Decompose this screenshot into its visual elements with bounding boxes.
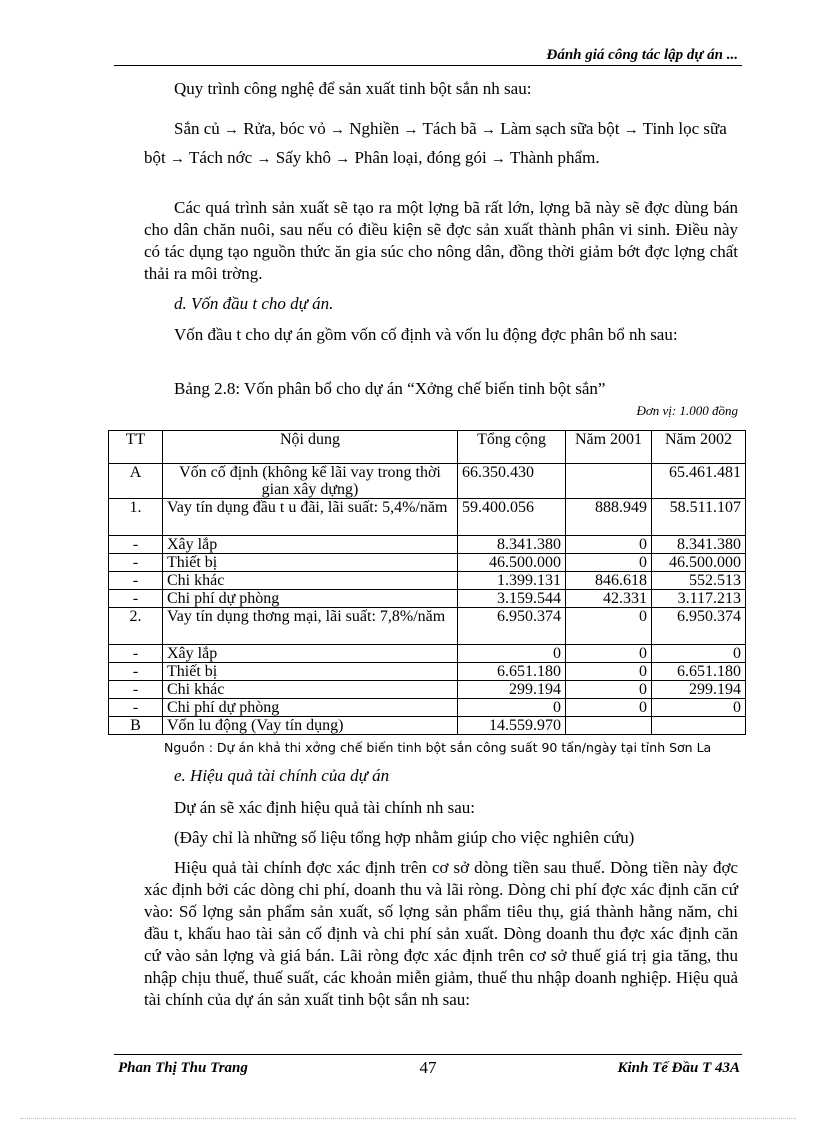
cell-2001: 0 — [566, 645, 652, 663]
cell-total: 0 — [458, 645, 566, 663]
cell-2002: 58.511.107 — [652, 499, 746, 536]
col-header-total: Tổng cộng — [458, 431, 566, 464]
footer-rule — [114, 1054, 742, 1055]
cell-tt: 2. — [109, 608, 163, 645]
cell-2001 — [566, 464, 652, 499]
cell-total: 299.194 — [458, 681, 566, 699]
cell-2001: 0 — [566, 699, 652, 717]
cell-total: 0 — [458, 699, 566, 717]
cell-2002: 552.513 — [652, 572, 746, 590]
arrow-right-icon: → — [480, 122, 496, 138]
paragraph-note: (Đây chỉ là những số liệu tổng hợp nhằm giúp cho việc nghiên cứu) — [174, 828, 635, 847]
cell-2002: 3.117.213 — [652, 590, 746, 608]
table-row — [109, 699, 746, 717]
paragraph-financial: Hiệu quả tài chính đợc xác định trên cơ sở dòng tiền sau thuế. Dòng tiền này đợc xác định bởi các dòng chi phí, doanh thu và lãi ròng. Dòng chi phí đợc xác định căn cứ vào: Số lợng sản phẩm sản xuất, số lợng sản phẩm tiêu thụ, giá thành hằng năm, chi đầu t, khấu hao tài sản cố định và chi phí sản xuất. Dòng doanh thu đợc xác định căn cứ vào sản lợng và giá bán. Lãi ròng đợc xác định trên cơ sở thuế giá trị gia tăng, thu nhập chịu thuế, thuế suất, các khoản miễn giảm, thuế thu nhập doanh nghiệp. Hiệu quả tài chính của dự án sản xuất tinh bột sắn nh sau: — [144, 858, 738, 1009]
cell-2001 — [566, 717, 652, 735]
table-row — [109, 663, 746, 681]
flow-step: Tách bã — [422, 119, 477, 138]
col-header-2001: Năm 2001 — [566, 431, 652, 464]
col-header-content: Nội dung — [163, 431, 458, 464]
cell-content: Chi khác — [163, 572, 458, 590]
arrow-right-icon: → — [169, 151, 185, 167]
table-header-row — [109, 431, 746, 464]
table-row — [109, 645, 746, 663]
paragraph-intro: Quy trình công nghệ để sản xuất tinh bột sắn nh sau: — [174, 79, 532, 98]
cell-2001: 0 — [566, 536, 652, 554]
flow-step: Phân loại, đóng gói — [354, 148, 487, 167]
table-row — [109, 717, 746, 735]
cell-tt: 1. — [109, 499, 163, 536]
arrow-right-icon: → — [335, 151, 351, 167]
cell-content: Vay tín dụng thơng mại, lãi suất: 7,8%/năm — [163, 608, 458, 645]
cell-tt: - — [109, 645, 163, 663]
cell-2002: 0 — [652, 645, 746, 663]
cell-2002: 65.461.481 — [652, 464, 746, 499]
table-row — [109, 608, 746, 645]
cell-total: 6.950.374 — [458, 608, 566, 645]
cell-tt: - — [109, 572, 163, 590]
cell-content: Xây lắp — [163, 645, 458, 663]
cell-2002: 46.500.000 — [652, 554, 746, 572]
col-header-tt: TT — [109, 431, 163, 464]
arrow-right-icon: → — [256, 151, 272, 167]
cell-total: 1.399.131 — [458, 572, 566, 590]
paragraph-method: Dự án sẽ xác định hiệu quả tài chính nh sau: — [174, 798, 475, 817]
cell-tt: - — [109, 536, 163, 554]
cell-total: 66.350.430 — [458, 464, 566, 499]
cell-total: 46.500.000 — [458, 554, 566, 572]
arrow-right-icon: → — [224, 122, 240, 138]
cell-2002: 0 — [652, 699, 746, 717]
cell-2001: 0 — [566, 554, 652, 572]
page-number: 47 — [419, 1058, 437, 1077]
unit-note: Đơn vị: 1.000 đồng — [636, 403, 738, 418]
process-flow — [144, 115, 738, 173]
cell-2001: 846.618 — [566, 572, 652, 590]
arrow-right-icon: → — [329, 122, 345, 138]
cell-tt: - — [109, 681, 163, 699]
footer-author: Phan Thị Thu Trang — [118, 1060, 248, 1076]
header-title: Đánh giá công tác lập dự án ... — [546, 47, 738, 63]
page-bottom-divider — [20, 1118, 796, 1119]
paragraph-capital: Vốn đầu t cho dự án gồm vốn cố định và vốn lu động đợc phân bổ nh sau: — [174, 325, 678, 344]
table-caption: Bảng 2.8: Vốn phân bổ cho dự án “Xởng chế biến tinh bột sắn” — [174, 379, 606, 398]
cell-2001: 0 — [566, 608, 652, 645]
page-header — [0, 44, 816, 66]
flow-step: Nghiền — [349, 119, 400, 138]
cell-2002: 8.341.380 — [652, 536, 746, 554]
paragraph-byproduct: Các quá trình sản xuất sẽ tạo ra một lợng bã rất lớn, lợng bã này sẽ đợc dùng bán cho dân chăn nuôi, sau nếu có điều kiện sẽ đợc sản xuất thành phân vi sinh. Điều này có tác dụng tạo nguồn thức ăn gia súc cho nông dân, đồng thời giảm bớt đợc lợng chất thải ra môi trờng. — [144, 198, 738, 283]
cell-2001: 0 — [566, 663, 652, 681]
table-source-note: Nguồn : Dự án khả thi xởng chế biến tinh bột sắn công suất 90 tấn/ngày tại tỉnh Sơn La — [164, 740, 712, 755]
cell-content: Thiết bị — [163, 554, 458, 572]
cell-total: 6.651.180 — [458, 663, 566, 681]
arrow-right-icon: → — [490, 151, 506, 167]
table-row — [109, 572, 746, 590]
cell-tt: - — [109, 554, 163, 572]
cell-tt: - — [109, 699, 163, 717]
cell-2001: 0 — [566, 681, 652, 699]
header-rule — [114, 65, 742, 66]
cell-tt: B — [109, 717, 163, 735]
cell-total: 14.559.970 — [458, 717, 566, 735]
flow-step: Sắn củ — [174, 119, 220, 138]
footer-class: Kinh Tế Đầu T 43A — [617, 1060, 740, 1076]
table-row — [109, 536, 746, 554]
flow-step: Rửa, bóc vỏ — [243, 119, 326, 138]
flow-step: Tách nớc — [188, 148, 253, 167]
flow-step: Làm sạch sữa bột — [500, 119, 620, 138]
cell-2002: 6.651.180 — [652, 663, 746, 681]
cell-2002 — [652, 717, 746, 735]
col-header-2002: Năm 2002 — [652, 431, 746, 464]
cell-content: Chi khác — [163, 681, 458, 699]
table-row — [109, 681, 746, 699]
cell-content: Vốn cố định (không kể lãi vay trong thời gian xây dựng) — [163, 464, 458, 499]
cell-2002: 6.950.374 — [652, 608, 746, 645]
flow-step: Thành phẩm. — [509, 148, 600, 167]
heading-d: d. Vốn đầu t cho dự án. — [174, 294, 334, 313]
cell-content: Chi phí dự phòng — [163, 699, 458, 717]
arrow-right-icon: → — [623, 122, 639, 138]
flow-step: Tinh lọc sữa bột — [144, 119, 727, 167]
cell-tt: - — [109, 663, 163, 681]
cell-2002: 299.194 — [652, 681, 746, 699]
cell-total: 3.159.544 — [458, 590, 566, 608]
cell-tt: A — [109, 464, 163, 499]
cell-total: 8.341.380 — [458, 536, 566, 554]
capital-table — [108, 430, 746, 735]
cell-content: Vay tín dụng đầu t u đãi, lãi suất: 5,4%/năm — [163, 499, 458, 536]
table-row — [109, 499, 746, 536]
cell-2001: 888.949 — [566, 499, 652, 536]
table-row — [109, 554, 746, 572]
cell-content: Chi phí dự phòng — [163, 590, 458, 608]
cell-2001: 42.331 — [566, 590, 652, 608]
cell-total: 59.400.056 — [458, 499, 566, 536]
arrow-right-icon: → — [403, 122, 419, 138]
table-row — [109, 464, 746, 499]
cell-tt: - — [109, 590, 163, 608]
flow-step: Sấy khô — [275, 148, 331, 167]
cell-content: Thiết bị — [163, 663, 458, 681]
heading-e: e. Hiệu quả tài chính của dự án — [174, 766, 390, 785]
cell-content: Xây lắp — [163, 536, 458, 554]
cell-content: Vốn lu động (Vay tín dụng) — [163, 717, 458, 735]
table-row — [109, 590, 746, 608]
